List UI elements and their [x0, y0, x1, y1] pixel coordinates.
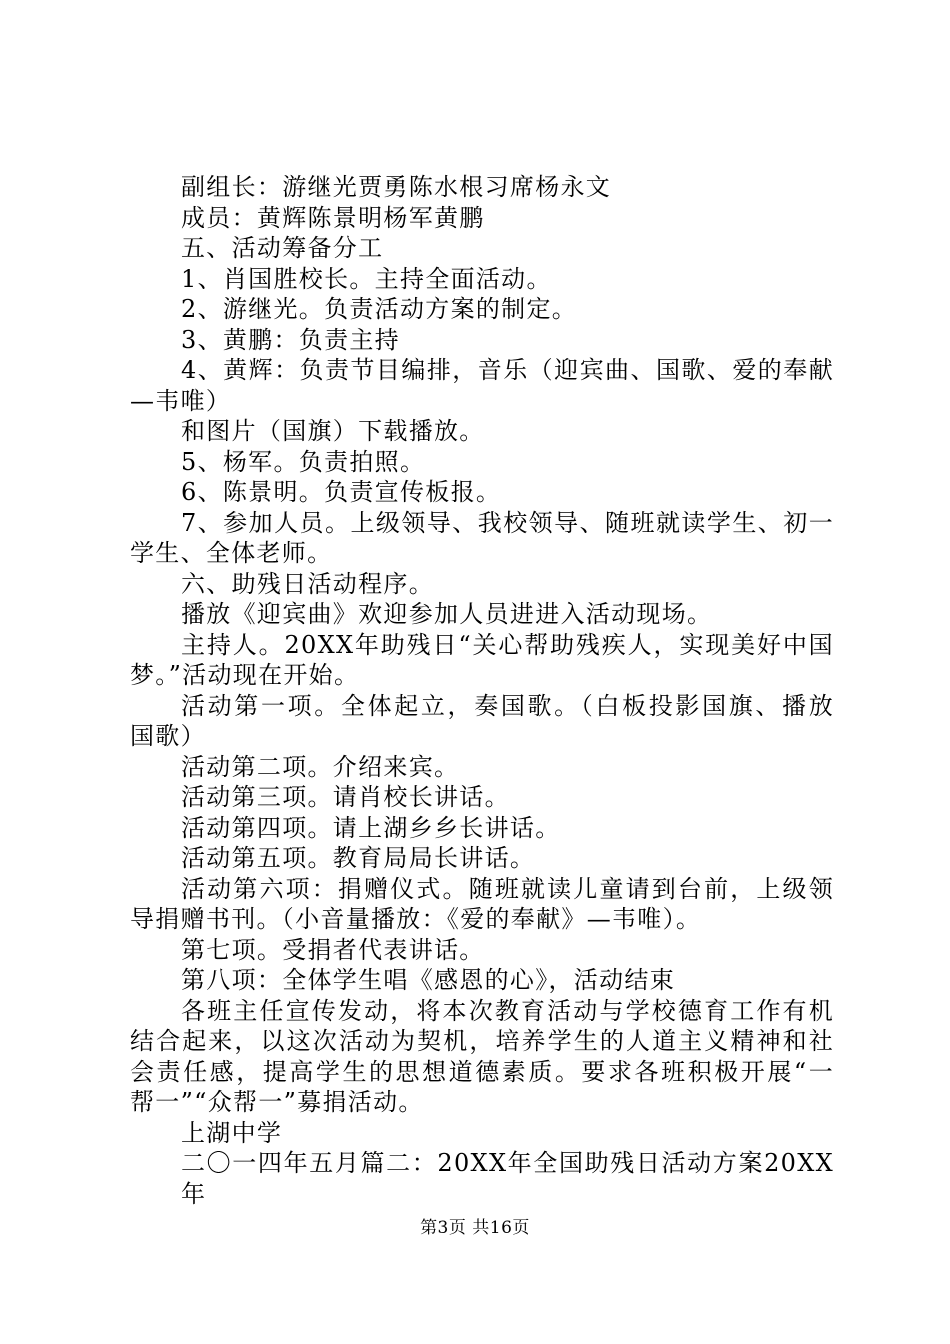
text-line: 六、助残日活动程序。 — [181, 569, 434, 598]
text-line: 1、肖国胜校长。主持全面活动。 — [181, 264, 552, 293]
text-line: 国歌） — [130, 722, 206, 750]
text-line: 梦。”活动现在开始。 — [130, 661, 360, 689]
text-line: 第八项：全体学生唱《感恩的心》，活动结束 — [181, 966, 675, 994]
text-line: 五、活动筹备分工 — [181, 234, 384, 262]
text-line: 帮一”“众帮一”募捐活动。 — [130, 1088, 424, 1116]
text-line: 6、陈景明。负责宣传板报。 — [181, 478, 502, 506]
text-line: 活动第六项：捐赠仪式。随班就读儿童请到台前，上级领 — [181, 874, 834, 903]
text-line: 上湖中学 — [181, 1118, 283, 1147]
text-line: 5、杨军。负责拍照。 — [181, 447, 426, 476]
document-body — [130, 172, 834, 1208]
text-line: 副组长：游继光贾勇陈水根习席杨永文 — [181, 173, 612, 201]
text-line: 活动第五项。教育局局长讲话。 — [181, 844, 536, 872]
text-line: 成员：黄辉陈景明杨军黄鹏 — [181, 203, 485, 232]
text-line: 活动第二项。介绍来宾。 — [181, 752, 460, 781]
text-line: 导捐赠书刊。（小音量播放：《爱的奉献》—韦唯）。 — [130, 905, 702, 933]
text-line: 学生、全体老师。 — [130, 539, 333, 567]
text-line: 活动第一项。全体起立，奏国歌。（白板投影国旗、播放 — [181, 691, 834, 720]
page-footer: 第3页 共16页 — [420, 1218, 530, 1238]
text-line: 和图片（国旗）下载播放。 — [181, 417, 485, 445]
text-line: 7、参加人员。上级领导、我校领导、随班就读学生、初一 — [181, 508, 834, 537]
text-line: 播放《迎宾曲》欢迎参加人员进进入活动现场。 — [181, 600, 713, 628]
text-line: 4、黄辉：负责节目编排，音乐（迎宾曲、国歌、爱的奉献 — [181, 356, 834, 384]
text-line: 活动第三项。请肖校长讲话。 — [181, 783, 510, 811]
text-line: 会责任感，提高学生的思想道德素质。要求各班积极开展“一 — [130, 1057, 834, 1086]
text-line: 结合起来，以这次活动为契机，培养学生的人道主义精神和社 — [130, 1027, 834, 1055]
text-line: —韦唯） — [130, 386, 232, 415]
text-line: 主持人。20XX年助残日“关心帮助残疾人，实现美好中国 — [181, 630, 834, 659]
text-line: 3、黄鹏：负责主持 — [181, 325, 400, 354]
text-line: 二〇一四年五月篇二：20XX年全国助残日活动方案20XX年 — [181, 1149, 834, 1208]
text-line: 第七项。受捐者代表讲话。 — [181, 935, 485, 964]
text-line: 2、游继光。负责活动方案的制定。 — [181, 295, 578, 323]
text-line: 各班主任宣传发动，将本次教育活动与学校德育工作有机 — [181, 996, 834, 1025]
text-line: 活动第四项。请上湖乡乡长讲话。 — [181, 813, 561, 842]
